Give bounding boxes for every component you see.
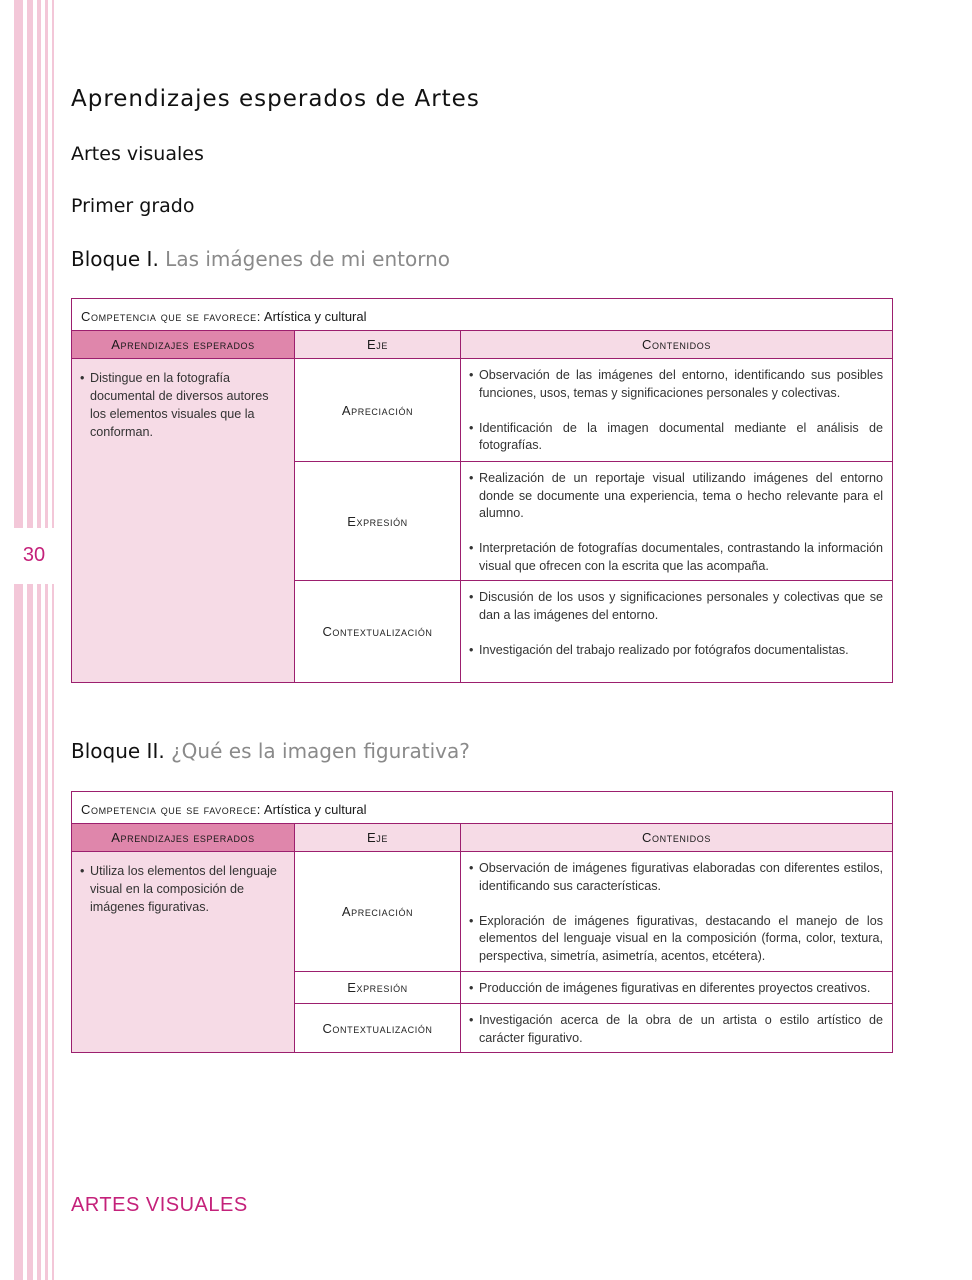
aprendizaje-item: • Utiliza los elementos del lenguaje visual en la composición de imágenes figurativas. bbox=[80, 862, 284, 916]
table-row bbox=[72, 852, 893, 972]
page-number: 30 bbox=[22, 544, 46, 566]
grade-heading: Primer grado bbox=[71, 195, 195, 217]
contenido-item: • Exploración de imágenes figurativas, destacando el manejo de los elementos del lenguaje visual en la composición (forma, color, textura, perspectiva, simetría, asimetría, acentos, etcétera). bbox=[469, 913, 883, 966]
contenido-item: • Observación de las imágenes del entorno, identificando sus posibles funciones, usos, temas y significaciones personales y colectivas. bbox=[469, 367, 883, 402]
contenido-item: • Interpretación de fotografías documentales, contrastando la información visual que ofrecen con la escrita que las acompaña. bbox=[469, 540, 883, 575]
contenido-item: • Investigación acerca de la obra de un artista o estilo artístico de carácter figurativo. bbox=[469, 1012, 883, 1047]
competencia-value: Artística y cultural bbox=[263, 309, 367, 324]
header-eje: Eje bbox=[295, 824, 461, 852]
aprendizajes-cell bbox=[72, 359, 295, 683]
margin-stripes bbox=[0, 0, 60, 1280]
block-1-heading bbox=[71, 247, 450, 271]
contenidos-cell bbox=[461, 462, 893, 581]
eje-apreciacion: Apreciación bbox=[295, 359, 461, 462]
header-aprendizajes: Aprendizajes esperados bbox=[72, 824, 295, 852]
block-2-label: Bloque II. bbox=[71, 739, 165, 763]
contenido-item: • Discusión de los usos y significaciones personales y colectivas que se dan a las imágenes del entorno. bbox=[469, 589, 883, 624]
block-1-table bbox=[71, 298, 893, 683]
contenido-item: • Realización de un reportaje visual utilizando imágenes del entorno donde se documente una experiencia, tema o hecho relevante para el alumno. bbox=[469, 470, 883, 523]
competencia-cell bbox=[72, 792, 893, 824]
contenido-item: • Investigación del trabajo realizado por fotógrafos documentalistas. bbox=[469, 642, 883, 660]
margin-stripe bbox=[37, 0, 41, 1280]
contenidos-cell bbox=[461, 581, 893, 683]
contenidos-cell bbox=[461, 972, 893, 1004]
eje-contextualizacion: Contextualización bbox=[295, 581, 461, 683]
competencia-value: Artística y cultural bbox=[263, 802, 367, 817]
header-eje: Eje bbox=[295, 331, 461, 359]
block-2-table bbox=[71, 791, 893, 1053]
table-header-row bbox=[72, 824, 893, 852]
margin-stripe bbox=[14, 0, 23, 1280]
competencia-label: Competencia que se favorece: bbox=[81, 309, 261, 324]
header-contenidos: Contenidos bbox=[461, 824, 893, 852]
table-row bbox=[72, 359, 893, 462]
table-header-row bbox=[72, 331, 893, 359]
aprendizaje-item: • Distingue en la fotografía documental de diversos autores los elementos visuales que la conforman. bbox=[80, 369, 284, 441]
eje-contextualizacion: Contextualización bbox=[295, 1004, 461, 1053]
competencia-cell bbox=[72, 299, 893, 331]
margin-stripe bbox=[27, 0, 33, 1280]
contenidos-cell bbox=[461, 359, 893, 462]
contenido-item: • Identificación de la imagen documental mediante el análisis de fotografías. bbox=[469, 420, 883, 455]
subject-heading: Artes visuales bbox=[71, 143, 204, 165]
eje-apreciacion: Apreciación bbox=[295, 852, 461, 972]
competencia-row bbox=[72, 299, 893, 331]
eje-expresion: Expresión bbox=[295, 972, 461, 1004]
contenidos-cell bbox=[461, 1004, 893, 1053]
header-contenidos: Contenidos bbox=[461, 331, 893, 359]
contenido-item: • Producción de imágenes figurativas en diferentes proyectos creativos. bbox=[469, 980, 883, 998]
header-aprendizajes: Aprendizajes esperados bbox=[72, 331, 295, 359]
page-title: Aprendizajes esperados de Artes bbox=[71, 86, 480, 112]
competencia-row bbox=[72, 792, 893, 824]
block-2-heading bbox=[71, 739, 470, 763]
competencia-label: Competencia que se favorece: bbox=[81, 802, 261, 817]
margin-stripe bbox=[52, 0, 54, 1280]
contenidos-cell bbox=[461, 852, 893, 972]
aprendizajes-cell bbox=[72, 852, 295, 1053]
block-2-name: ¿Qué es la imagen figurativa? bbox=[171, 739, 470, 763]
block-1-name: Las imágenes de mi entorno bbox=[165, 247, 450, 271]
margin-stripe bbox=[45, 0, 48, 1280]
eje-expresion: Expresión bbox=[295, 462, 461, 581]
footer-section-title: ARTES VISUALES bbox=[71, 1194, 248, 1216]
contenido-item: • Observación de imágenes figurativas elaboradas con diferentes estilos, identificando sus características. bbox=[469, 860, 883, 895]
block-1-label: Bloque I. bbox=[71, 247, 159, 271]
